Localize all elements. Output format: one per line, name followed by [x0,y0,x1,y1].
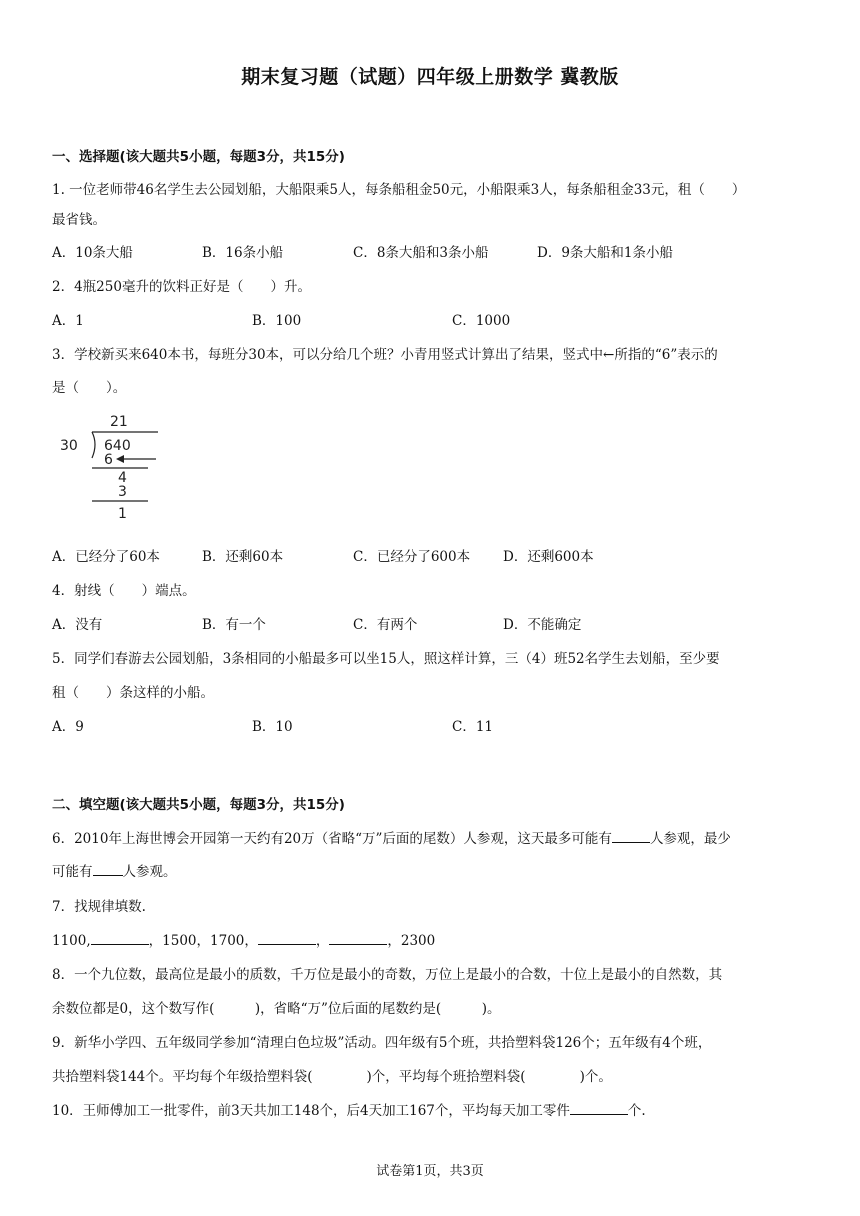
q3-option-a: A．已经分了60本 [52,549,160,565]
q6-text-c: 可能有 [52,864,93,880]
q5-option-b: B．10 [252,719,293,735]
q1-option-a: A．10条大船 [52,245,133,261]
question-8-text: 8．一个九位数，最高位是最小的质数，千万位是最小的奇数，万位上是最小的合数，十位上是最小的自然数，其 [52,967,723,983]
q6-text-a: 6．2010年上海世博会开园第一天约有20万（省略“万”后面的尾数）人参观，这天最多可能有 [52,831,612,847]
q7-seq-a: 1100, [52,933,91,949]
question-5-text: 5．同学们春游去公园划船，3条相同的小船最多可以坐15人，照这样计算，三（4）班52名学生去划船，至少要 [52,651,720,667]
q7-seq-d: ，2300 [387,933,436,949]
question-3-text-cont: 是（ ）。 [52,380,127,396]
q10-blank [570,1102,628,1115]
section-heading-fill: 二、填空题(该大题共5小题，每题3分，共15分) [52,797,345,813]
q7-blank-2 [258,932,316,945]
section-heading-choice: 一、选择题(该大题共5小题，每题3分，共15分) [52,149,345,165]
page-title: 期末复习题（试题）四年级上册数学 冀教版 [241,66,619,88]
q7-seq-b: ，1500，1700， [148,933,258,949]
division-dividend: 640 [104,438,131,454]
arrow-left-icon [116,455,124,463]
q7-seq-c: ， [315,933,330,949]
division-remainder: 1 [118,506,127,522]
question-5-text-cont: 租（ ）条这样的小船。 [52,685,214,701]
q2-option-c: C．1000 [452,313,511,329]
q5-option-c: C．11 [452,719,494,735]
question-9-text: 9．新华小学四、五年级同学参加“清理白色垃圾”活动。四年级有5个班，共拾塑料袋126个；五年级有4个班， [52,1035,712,1051]
q6-text-b: 人参观，最少 [649,831,731,847]
q1-option-b: B．16条小船 [202,245,284,261]
division-quotient: 21 [110,414,128,430]
q3-option-c: C．已经分了600本 [353,549,471,565]
question-4-text: 4．射线（ ）端点。 [52,583,196,599]
q7-blank-1 [91,932,149,945]
q10-text-b: 个. [627,1103,646,1119]
question-1-text: 1. 一位老师带46名学生去公园划船，大船限乘5人，每条船租金50元，小船限乘3人，每条船租金33元，租（ ） [52,182,746,198]
question-2-text: 2．4瓶250毫升的饮料正好是（ ）升。 [52,279,311,295]
q1-option-d: D．9条大船和1条小船 [537,245,674,261]
question-10-text [52,1099,646,1119]
q3-option-b: B．还剩60本 [202,549,284,565]
question-3-text: 3．学校新买来640本书，每班分30本，可以分给几个班？小青用竖式计算出了结果，竖式中←所指的“6”表示的 [52,347,718,363]
q10-text-a: 10．王师傅加工一批零件，前3天共加工148个，后4天加工167个，平均每天加工零件 [52,1103,570,1119]
question-9-text-cont: 共拾塑料袋144个。平均每个年级拾塑料袋( )个，平均每个班拾塑料袋( )个。 [52,1069,612,1085]
division-step-6: 6 [104,452,113,468]
division-divisor: 30 [60,438,78,454]
q2-option-b: B．100 [252,313,302,329]
division-bracket [92,432,95,458]
q5-option-a: A．9 [52,719,84,735]
q6-blank-min [93,863,123,876]
question-7-sequence [52,929,435,949]
q6-blank-max [612,830,650,843]
q3-option-d: D．还剩600本 [503,549,594,565]
q4-option-b: B．有一个 [202,617,266,633]
q4-option-c: C．有两个 [353,617,418,633]
question-7-text: 7．找规律填数. [52,899,146,915]
long-division-figure [58,410,168,525]
q1-option-c: C．8条大船和3条小船 [353,245,489,261]
q2-option-a: A．1 [52,313,84,329]
q4-option-a: A．没有 [52,617,103,633]
question-6-text [52,827,731,847]
division-step-4: 4 [118,470,127,486]
q4-option-d: D．不能确定 [503,617,582,633]
division-step-3: 3 [118,484,127,500]
page-footer: 试卷第1页，共3页 [376,1164,484,1179]
question-1-text-cont: 最省钱。 [52,212,106,228]
q6-text-d: 人参观。 [122,864,177,880]
question-8-text-cont: 余数位都是0，这个数写作( )，省略“万”位后面的尾数约是( )。 [52,1001,501,1017]
q7-blank-3 [329,932,387,945]
question-6-text-cont [52,860,177,880]
